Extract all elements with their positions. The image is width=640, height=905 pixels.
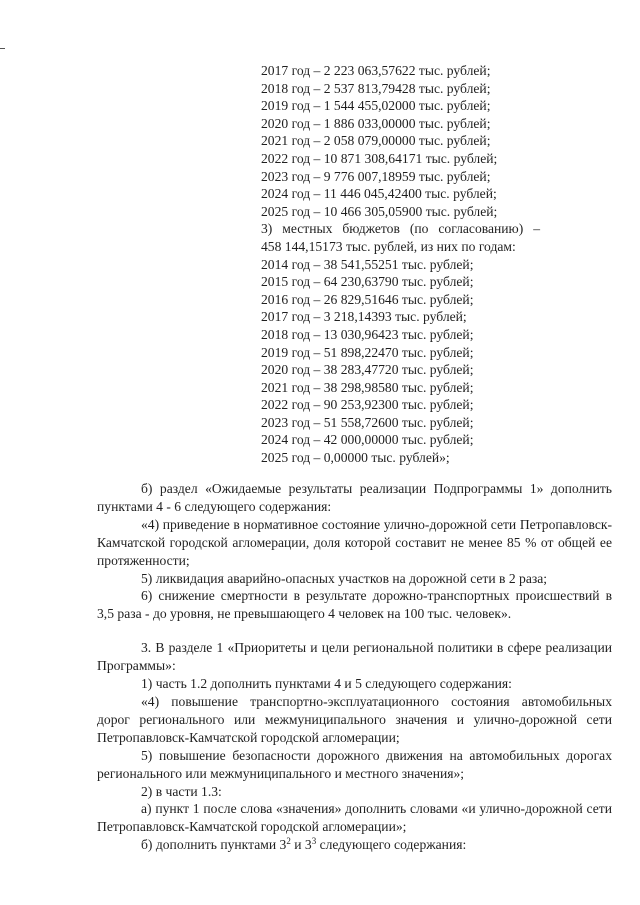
- budget-year-line: 2024 год – 11 446 045,42400 тыс. рублей;: [261, 186, 497, 202]
- heading-word: –: [533, 221, 540, 237]
- budget-year-line: 2015 год – 64 230,63790 тыс. рублей;: [261, 274, 474, 290]
- budget-year-line: 2017 год – 3 218,14393 тыс. рублей;: [261, 309, 467, 325]
- budget-breakdown: [261, 62, 561, 467]
- text-run: и 3: [290, 837, 312, 853]
- paragraph: «4) повышение транспортно-эксплуатационного состояния автомобильных дорог регионального или межмуниципального значения и улично-дорожной сети Петропавловск-Камчатской городской агломерации;: [97, 693, 612, 745]
- heading-word: 3): [261, 221, 273, 237]
- paragraph: 6) снижение смертности в результате дорожно-транспортных происшествий в 3,5 раза - до уровня, не превышающего 4 человек на 100 тыс. человек».: [97, 588, 612, 622]
- heading-word: (по: [409, 221, 429, 237]
- budget-year-line: 2020 год – 38 283,47720 тыс. рублей;: [261, 362, 474, 378]
- paragraph: 5) повышение безопасности дорожного движения на автомобильных дорогах регионального или межмуниципального и местного значения»;: [97, 747, 612, 781]
- paragraph: б) раздел «Ожидаемые результаты реализации Подпрограммы 1» дополнить пунктами 4 - 6 следующего содержания:: [97, 481, 612, 514]
- paragraph: а) пункт 1 после слова «значения» дополнить словами «и улично-дорожной сети Петропавловск-Камчатской городской агломерации»;: [97, 801, 612, 835]
- paragraph: 1) часть 1.2 дополнить пунктами 4 и 5 следующего содержания:: [141, 676, 512, 692]
- budget-year-line: 2018 год – 13 030,96423 тыс. рублей;: [261, 326, 474, 342]
- budget-year-line: 2023 год – 9 776 007,18959 тыс. рублей;: [261, 168, 491, 184]
- heading-word: согласованию): [438, 221, 524, 237]
- paragraph: 5) ликвидация аварийно-опасных участков на дорожной сети в 2 раза;: [141, 570, 548, 586]
- paragraph-last: [97, 836, 612, 854]
- heading-word: бюджетов: [342, 221, 400, 237]
- budget-year-line: 2021 год – 38 298,98580 тыс. рублей;: [261, 379, 474, 395]
- local-budget-heading: [261, 220, 540, 238]
- paragraph-gap: [97, 623, 612, 639]
- margin-mark: [0, 48, 5, 49]
- budget-year-line: 2025 год – 0,00000 тыс. рублей»;: [261, 450, 450, 466]
- budget-year-line: 2022 год – 90 253,92300 тыс. рублей;: [261, 397, 474, 413]
- local-budget-total: 458 144,15173 тыс. рублей, из них по годам:: [261, 238, 516, 254]
- budget-year-line: 2019 год – 1 544 455,02000 тыс. рублей;: [261, 98, 491, 114]
- paragraph: 2) в части 1.3:: [141, 783, 222, 799]
- budget-year-line: 2017 год – 2 223 063,57622 тыс. рублей;: [261, 63, 491, 78]
- text-run: б) дополнить пунктами 3: [141, 837, 287, 853]
- section-paragraph: 3. В разделе 1 «Приоритеты и цели региональной политики в сфере реализации Программы»:: [97, 640, 612, 674]
- superscript: 3: [311, 836, 317, 847]
- budget-year-line: 2024 год – 42 000,00000 тыс. рублей;: [261, 432, 474, 448]
- superscript: 2: [286, 836, 291, 847]
- budget-year-line: 2014 год – 38 541,55251 тыс. рублей;: [261, 256, 474, 272]
- paragraph: «4) приведение в нормативное состояние улично-дорожной сети Петропавловск-Камчатской городской агломерации, доля которой составит не менее 85 % от общей ее протяженности;: [97, 516, 612, 568]
- budget-year-line: 2019 год – 51 898,22470 тыс. рублей;: [261, 344, 474, 360]
- budget-year-line: 2023 год – 51 558,72600 тыс. рублей;: [261, 414, 474, 430]
- budget-year-line: 2020 год – 1 886 033,00000 тыс. рублей;: [261, 115, 491, 131]
- document-body: [97, 480, 612, 854]
- budget-year-line: 2016 год – 26 829,51646 тыс. рублей;: [261, 291, 474, 307]
- text-run: следующего содержания:: [316, 837, 467, 853]
- budget-year-line: 2022 год – 10 871 308,64171 тыс. рублей;: [261, 150, 498, 166]
- heading-word: местных: [282, 221, 333, 237]
- budget-year-line: 2021 год – 2 058 079,00000 тыс. рублей;: [261, 133, 491, 149]
- budget-year-line: 2025 год – 10 466 305,05900 тыс. рублей;: [261, 203, 498, 219]
- budget-year-line: 2018 год – 2 537 813,79428 тыс. рублей;: [261, 80, 491, 96]
